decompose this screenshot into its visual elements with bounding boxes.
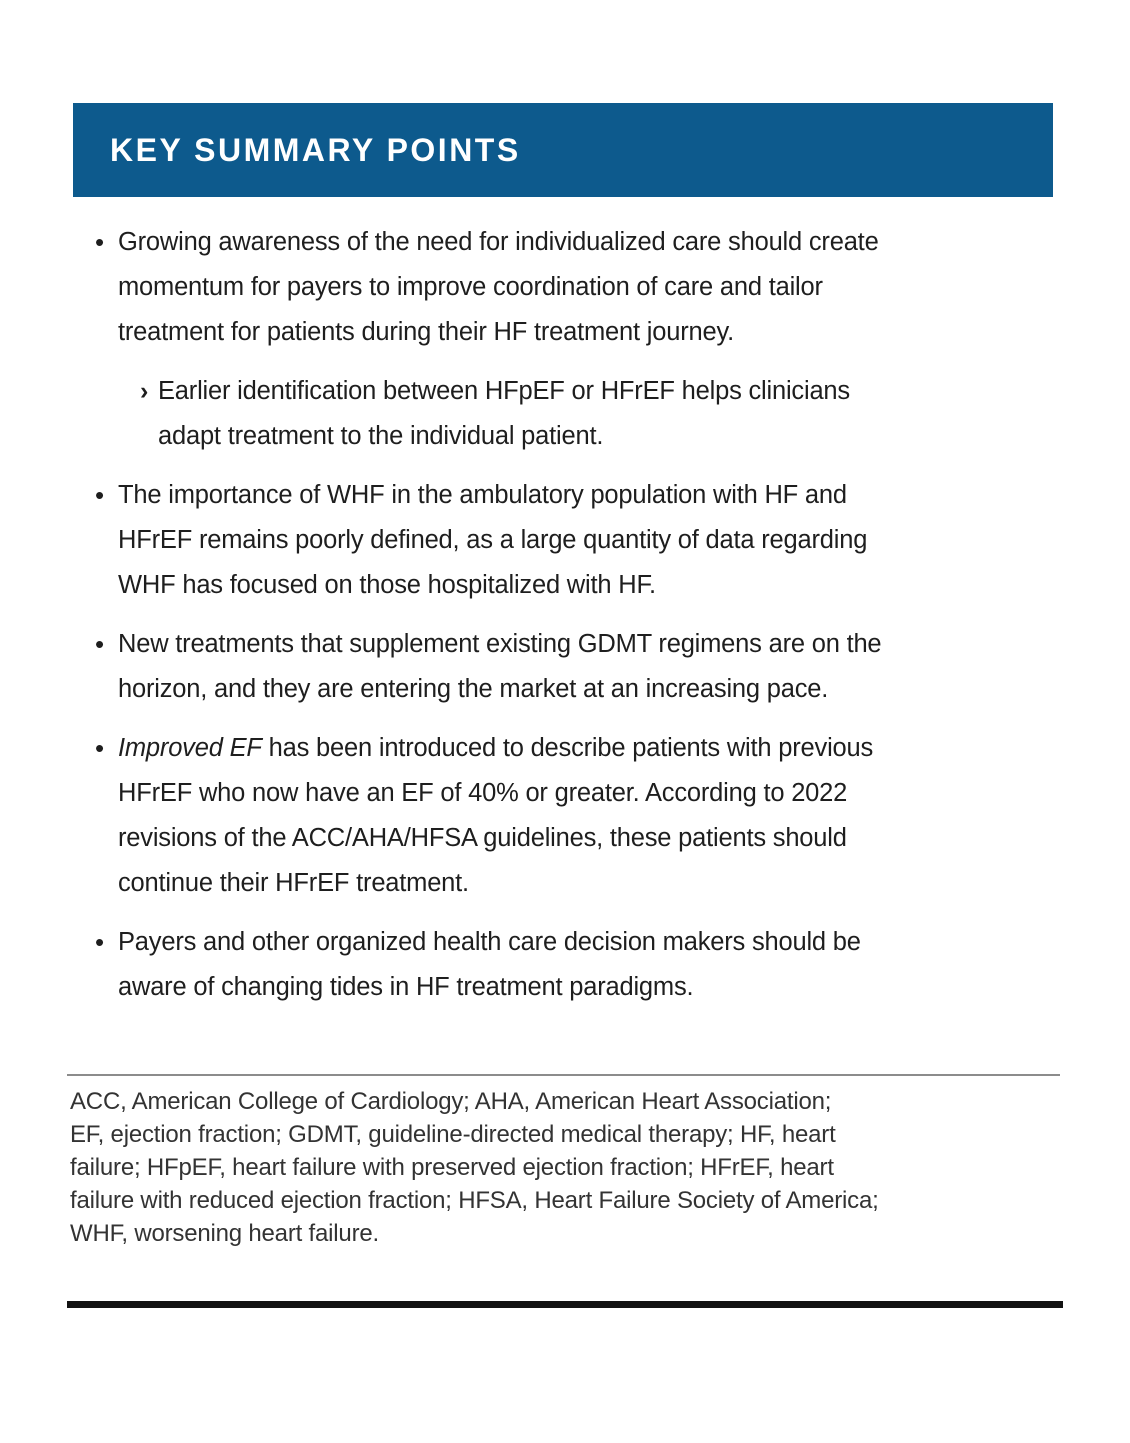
- bullet-item-5: [95, 920, 1065, 1010]
- footnote-line: EF, ejection fraction; GDMT, guideline-directed medical therapy; HF, heart: [70, 1121, 836, 1148]
- sub-bullet-item-1: [140, 369, 1065, 459]
- footnote-divider-rule: [67, 1074, 1060, 1076]
- bullet-item-1: [95, 220, 1065, 355]
- sub-bullet-text: [158, 369, 850, 459]
- abbreviations-footnote: [70, 1085, 1060, 1250]
- bullet-marker: •: [95, 480, 105, 510]
- key-summary-banner: [73, 103, 1053, 197]
- bullet-marker: •: [95, 629, 105, 659]
- text-line: treatment for patients during their HF treatment journey.: [118, 318, 735, 346]
- text-line: The importance of WHF in the ambulatory population with HF and: [118, 481, 847, 509]
- bullet-text: [118, 920, 861, 1010]
- text-line: WHF has focused on those hospitalized with HF.: [118, 571, 656, 599]
- bullet-text: [118, 726, 873, 906]
- footnote-line: failure with reduced ejection fraction; HFSA, Heart Failure Society of America;: [70, 1187, 879, 1214]
- text-line: HFrEF remains poorly defined, as a large quantity of data regarding: [118, 526, 868, 554]
- bullet-text: [118, 622, 881, 712]
- footnote-line: ACC, American College of Cardiology; AHA, American Heart Association;: [70, 1088, 832, 1115]
- text-line: Growing awareness of the need for individualized care should create: [118, 228, 879, 256]
- text-line: [118, 726, 873, 771]
- text-line: horizon, and they are entering the market at an increasing pace.: [118, 675, 829, 703]
- bullet-marker: •: [95, 227, 105, 257]
- text-line: aware of changing tides in HF treatment paradigms.: [118, 973, 694, 1001]
- bullet-item-3: [95, 622, 1065, 712]
- banner-title: KEY SUMMARY POINTS: [110, 131, 521, 168]
- text-line: HFrEF who now have an EF of 40% or greater. According to 2022: [118, 779, 848, 807]
- bullet-marker: •: [95, 733, 105, 763]
- bullet-text: [118, 473, 867, 608]
- italic-term: Improved EF: [118, 734, 262, 762]
- chevron-right-marker: ›: [140, 377, 149, 405]
- text-line: adapt treatment to the individual patient.: [158, 422, 604, 450]
- text-line-rest: has been introduced to describe patients with previous: [261, 734, 874, 762]
- bullet-text: [118, 220, 879, 355]
- bottom-border-rule: [67, 1301, 1063, 1308]
- text-line: Earlier identification between HFpEF or HFrEF helps clinicians: [158, 377, 850, 405]
- bullet-marker: •: [95, 927, 105, 957]
- text-line: continue their HFrEF treatment.: [118, 869, 469, 897]
- text-line: New treatments that supplement existing GDMT regimens are on the: [118, 630, 882, 658]
- text-line: momentum for payers to improve coordination of care and tailor: [118, 273, 823, 301]
- footnote-line: failure; HFpEF, heart failure with preserved ejection fraction; HFrEF, heart: [70, 1154, 834, 1181]
- bullet-item-2: [95, 473, 1065, 608]
- text-line: revisions of the ACC/AHA/HFSA guidelines, these patients should: [118, 824, 847, 852]
- bullet-item-4: [95, 726, 1065, 906]
- footnote-line: WHF, worsening heart failure.: [70, 1220, 379, 1247]
- summary-bullet-list: [95, 220, 1065, 1024]
- text-line: Payers and other organized health care decision makers should be: [118, 928, 861, 956]
